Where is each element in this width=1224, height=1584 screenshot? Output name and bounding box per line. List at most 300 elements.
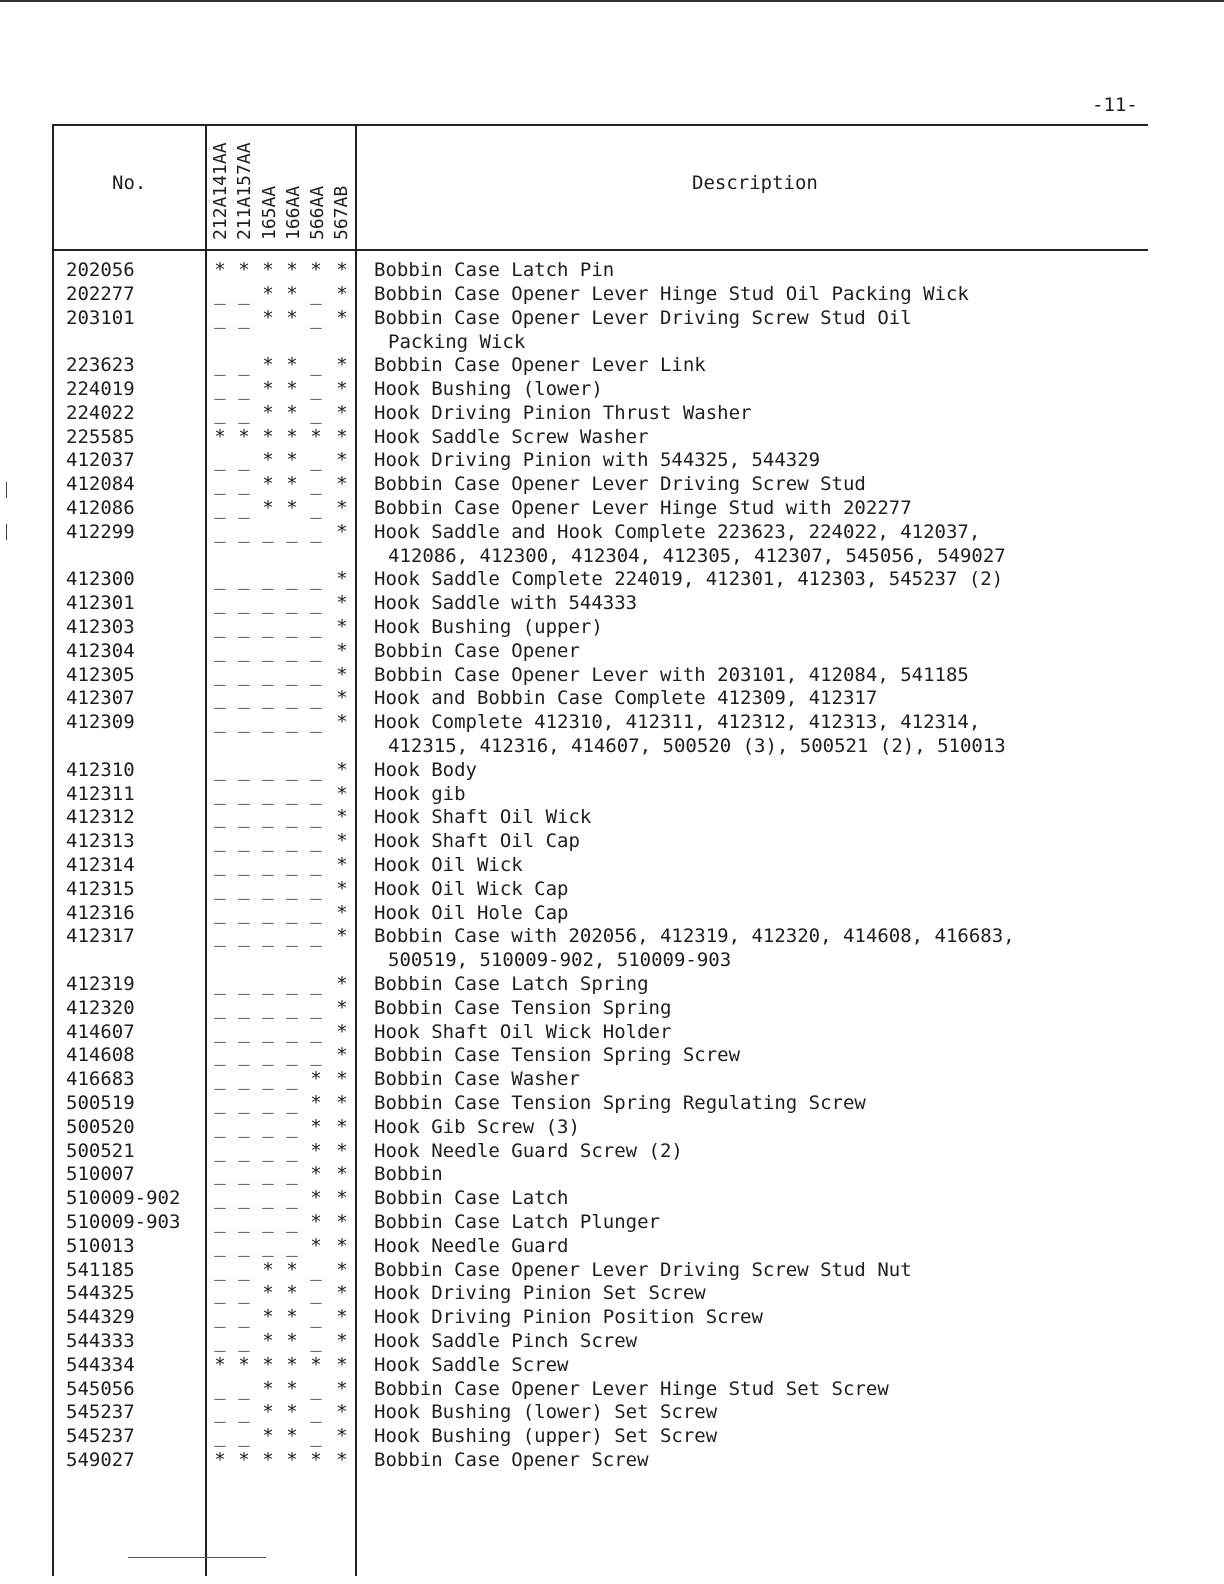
model-usage-mark: _ (238, 806, 250, 829)
description-line: Hook Saddle Complete 224019, 412301, 412303, 545237 (2) (374, 568, 1004, 591)
model-header (210, 122, 234, 240)
part-number: 412314 (66, 854, 135, 876)
model-usage-mark: _ (310, 568, 322, 591)
model-usage-mark: _ (310, 449, 322, 472)
model-usage-mark: * (286, 425, 298, 448)
table-row (0, 1305, 1224, 1329)
model-usage-mark: * (336, 806, 348, 829)
model-usage-mark: _ (310, 1282, 322, 1305)
model-usage-mark: * (214, 259, 226, 281)
description-line: Hook Shaft Oil Wick (374, 806, 592, 829)
table-row (0, 1234, 1224, 1258)
part-description (374, 1305, 763, 1329)
part-description (374, 1329, 637, 1353)
model-header-label: 566AA (307, 185, 328, 240)
model-usage-mark: _ (286, 758, 298, 781)
table-row (0, 1020, 1224, 1044)
model-usage-mark: * (262, 473, 274, 496)
model-usage-mark: * (214, 425, 226, 448)
table-row (0, 496, 1224, 520)
footer-rule (128, 1557, 266, 1558)
model-usage-mark: * (336, 1139, 348, 1162)
model-usage-mark: _ (310, 1258, 322, 1281)
table-row (0, 1091, 1224, 1115)
model-usage-mark: _ (214, 378, 226, 400)
model-usage-mark: * (286, 401, 298, 424)
model-usage-mark: * (336, 378, 348, 400)
model-usage-mark: _ (262, 1044, 274, 1067)
table-row (0, 1353, 1224, 1377)
part-number: 544333 (66, 1330, 135, 1352)
model-usage-mark: _ (214, 1020, 226, 1043)
model-usage-mark: * (286, 497, 298, 519)
part-description (374, 1091, 866, 1115)
model-usage-mark: _ (310, 996, 322, 1019)
table-row (0, 567, 1224, 591)
model-usage-mark: _ (310, 1330, 322, 1352)
table-row (0, 1162, 1224, 1186)
description-line: Bobbin Case Tension Spring Screw (374, 1044, 741, 1067)
page-number: -11- (1092, 94, 1138, 116)
part-description (374, 1424, 717, 1448)
model-usage-mark: * (214, 1449, 226, 1471)
part-description (374, 520, 1006, 568)
description-line: Bobbin Case Opener (374, 639, 580, 662)
model-usage-mark: _ (286, 616, 298, 638)
model-usage-mark: _ (214, 1187, 226, 1210)
model-usage-mark: _ (310, 639, 322, 662)
model-usage-mark: _ (262, 687, 274, 710)
description-line: Hook Oil Hole Cap (374, 901, 569, 924)
part-number: 412301 (66, 592, 135, 615)
description-line: Bobbin Case Opener Lever with 203101, 412084, 541185 (374, 663, 969, 686)
model-usage-mark: _ (214, 1377, 226, 1400)
description-continuation: 412315, 412316, 414607, 500520 (3), 500521 (2), 510013 (388, 735, 1006, 758)
model-usage-mark: * (310, 1211, 322, 1233)
model-header (234, 122, 258, 240)
model-usage-mark: _ (262, 616, 274, 638)
model-usage-mark: _ (238, 996, 250, 1019)
table-row (0, 282, 1224, 306)
model-usage-mark: * (262, 1258, 274, 1281)
model-usage-mark: _ (286, 1234, 298, 1257)
model-usage-mark: * (336, 1020, 348, 1043)
part-description (374, 639, 580, 663)
model-usage-mark: _ (238, 687, 250, 710)
model-usage-mark: _ (310, 806, 322, 829)
part-number: 412312 (66, 806, 135, 829)
part-description (374, 901, 568, 925)
model-usage-mark: _ (262, 1139, 274, 1162)
part-description (374, 1020, 671, 1044)
model-usage-mark: * (262, 1330, 274, 1352)
model-usage-mark: * (286, 1449, 298, 1471)
description-line: Hook Driving Pinion Position Screw (374, 1306, 763, 1329)
model-usage-mark: _ (262, 1163, 274, 1186)
model-usage-mark: _ (310, 1401, 322, 1424)
description-line: Bobbin Case Tension Spring Regulating Screw (374, 1092, 866, 1114)
model-usage-mark: * (336, 1449, 348, 1471)
model-usage-mark: _ (286, 925, 298, 948)
model-usage-mark: * (310, 425, 322, 448)
model-usage-mark: _ (214, 1425, 226, 1448)
model-usage-mark: _ (238, 1234, 250, 1257)
part-description (374, 591, 637, 615)
model-usage-mark: * (336, 520, 348, 543)
part-description (374, 448, 820, 472)
model-usage-mark: _ (262, 520, 274, 543)
model-usage-mark: _ (214, 1068, 226, 1091)
model-usage-mark: _ (262, 1020, 274, 1043)
table-row (0, 258, 1224, 282)
description-line: Hook Needle Guard (374, 1234, 569, 1257)
model-usage-mark: _ (214, 687, 226, 710)
column-header-no: No. (112, 172, 147, 194)
model-header-label: 567AB (331, 185, 352, 240)
description-line: Bobbin (374, 1163, 443, 1186)
part-description (374, 1234, 568, 1258)
part-number: 414608 (66, 1044, 135, 1067)
model-usage-mark: _ (214, 616, 226, 638)
model-usage-mark: _ (262, 568, 274, 591)
part-number: 224022 (66, 401, 135, 424)
model-usage-mark: _ (214, 925, 226, 948)
part-number: 203101 (66, 306, 135, 329)
model-usage-mark: _ (262, 901, 274, 924)
part-description (374, 1186, 568, 1210)
part-number: 412086 (66, 497, 135, 519)
model-usage-mark: _ (238, 901, 250, 924)
model-usage-mark: _ (286, 1163, 298, 1186)
description-continuation: Packing Wick (388, 330, 526, 353)
model-usage-mark: * (262, 378, 274, 400)
part-description (374, 829, 580, 853)
model-usage-mark: * (336, 473, 348, 496)
part-description (374, 1353, 568, 1377)
model-usage-mark: * (286, 378, 298, 400)
model-usage-mark: _ (286, 1211, 298, 1233)
description-continuation: 412086, 412300, 412304, 412305, 412307, 545056, 549027 (388, 544, 1006, 567)
part-number: 412300 (66, 568, 135, 591)
model-usage-mark: _ (262, 830, 274, 853)
model-usage-mark: _ (238, 1092, 250, 1114)
table-row (0, 663, 1224, 687)
part-description (374, 401, 752, 425)
part-description (374, 615, 603, 639)
table-row (0, 472, 1224, 496)
model-usage-mark: * (336, 663, 348, 686)
model-usage-mark: _ (262, 1115, 274, 1138)
table-row (0, 805, 1224, 829)
model-usage-mark: * (336, 1115, 348, 1138)
model-usage-mark: _ (286, 1020, 298, 1043)
model-usage-mark: _ (310, 520, 322, 543)
description-line: Hook Bushing (upper) Set Screw (374, 1425, 718, 1448)
part-description (374, 1067, 580, 1091)
model-usage-mark: * (336, 1306, 348, 1329)
model-usage-mark: * (286, 1330, 298, 1352)
part-number: 545237 (66, 1401, 135, 1424)
part-number: 500520 (66, 1115, 135, 1138)
model-usage-mark: * (336, 925, 348, 948)
part-number: 412316 (66, 901, 135, 924)
model-usage-mark: _ (310, 354, 322, 377)
description-line: Bobbin Case Opener Lever Driving Screw Stud (374, 473, 866, 496)
model-usage-mark: * (310, 1092, 322, 1114)
model-usage-mark: _ (262, 663, 274, 686)
model-usage-mark: _ (238, 1258, 250, 1281)
part-number: 544334 (66, 1353, 135, 1376)
model-usage-mark: * (238, 425, 250, 448)
model-header-label: 166AA (283, 185, 304, 240)
model-usage-mark: * (286, 306, 298, 329)
model-usage-mark: * (262, 282, 274, 305)
model-usage-mark: _ (310, 378, 322, 400)
model-usage-mark: _ (238, 1401, 250, 1424)
model-usage-mark: _ (310, 401, 322, 424)
table-row (0, 853, 1224, 877)
model-usage-mark: _ (286, 1092, 298, 1114)
model-usage-mark: _ (310, 901, 322, 924)
table-row (0, 1424, 1224, 1448)
model-usage-mark: _ (262, 1187, 274, 1210)
table-row (0, 782, 1224, 806)
model-usage-mark: _ (238, 782, 250, 805)
model-usage-mark: _ (214, 449, 226, 472)
table-row (0, 448, 1224, 472)
table-row (0, 710, 1224, 758)
model-usage-mark: * (310, 1234, 322, 1257)
model-usage-mark: * (238, 1449, 250, 1471)
description-line: Hook Needle Guard Screw (2) (374, 1139, 683, 1162)
model-usage-mark: _ (286, 639, 298, 662)
model-usage-mark: * (336, 497, 348, 519)
model-usage-mark: _ (238, 1044, 250, 1067)
table-row (0, 1067, 1224, 1091)
model-usage-mark: * (286, 449, 298, 472)
model-usage-mark: _ (286, 687, 298, 710)
model-usage-mark: _ (214, 806, 226, 829)
part-description (374, 1162, 443, 1186)
model-usage-mark: _ (238, 401, 250, 424)
model-usage-mark: * (238, 259, 250, 281)
table-row (0, 1258, 1224, 1282)
part-description (374, 282, 969, 306)
model-usage-mark: * (286, 282, 298, 305)
model-usage-mark: _ (286, 806, 298, 829)
model-usage-mark: _ (238, 973, 250, 995)
part-number: 412319 (66, 973, 135, 995)
description-line: Hook Driving Pinion Thrust Washer (374, 401, 752, 424)
description-line: Bobbin Case Opener Lever Hinge Stud Oil Packing Wick (374, 282, 969, 305)
model-usage-mark: * (336, 449, 348, 472)
model-usage-mark: _ (214, 520, 226, 543)
model-usage-mark: * (336, 592, 348, 615)
model-usage-mark: * (262, 1401, 274, 1424)
model-usage-mark: _ (310, 830, 322, 853)
model-usage-mark: * (336, 782, 348, 805)
model-usage-mark: * (336, 639, 348, 662)
model-usage-mark: _ (214, 1115, 226, 1138)
part-number: 202056 (66, 259, 135, 281)
model-usage-mark: _ (262, 877, 274, 900)
column-header-description: Description (692, 172, 818, 194)
model-usage-mark: _ (262, 925, 274, 948)
part-number: 412299 (66, 520, 135, 543)
description-line: Hook Oil Wick Cap (374, 877, 569, 900)
model-usage-mark: _ (310, 473, 322, 496)
model-usage-mark: _ (238, 758, 250, 781)
model-usage-mark: _ (238, 497, 250, 519)
table-row (0, 639, 1224, 663)
part-description (374, 877, 568, 901)
model-usage-mark: _ (238, 1306, 250, 1329)
top-edge-rule (0, 0, 1224, 2)
model-usage-mark: _ (262, 996, 274, 1019)
model-usage-mark: _ (286, 520, 298, 543)
table-row (0, 1400, 1224, 1424)
model-usage-mark: _ (238, 877, 250, 900)
table-row (0, 1448, 1224, 1472)
table-row (0, 686, 1224, 710)
model-usage-mark: * (286, 1258, 298, 1281)
model-usage-mark: _ (310, 306, 322, 329)
part-number: 412305 (66, 663, 135, 686)
model-usage-mark: * (336, 1401, 348, 1424)
table-row (0, 306, 1224, 353)
model-usage-mark: * (262, 1377, 274, 1400)
model-usage-mark: * (336, 996, 348, 1019)
model-usage-mark: _ (262, 711, 274, 734)
model-usage-mark: * (336, 1353, 348, 1376)
part-number: 412310 (66, 758, 135, 781)
model-usage-mark: _ (238, 282, 250, 305)
description-line: Bobbin Case Opener Lever Hinge Stud with 202277 (374, 497, 912, 519)
model-usage-mark: _ (214, 663, 226, 686)
model-usage-mark: _ (310, 1377, 322, 1400)
model-usage-mark: _ (286, 830, 298, 853)
model-usage-mark: _ (238, 568, 250, 591)
model-usage-mark: * (262, 259, 274, 281)
part-number: 510013 (66, 1234, 135, 1257)
description-line: Bobbin Case Washer (374, 1068, 580, 1091)
description-line: Bobbin Case Opener Screw (374, 1449, 649, 1471)
part-description (374, 1400, 717, 1424)
model-usage-mark: _ (238, 1330, 250, 1352)
model-usage-mark: _ (214, 758, 226, 781)
model-usage-mark: * (336, 568, 348, 591)
part-description (374, 1448, 649, 1472)
model-usage-mark: _ (262, 1211, 274, 1233)
description-line: Hook Shaft Oil Wick Holder (374, 1020, 672, 1043)
model-usage-mark: _ (286, 568, 298, 591)
model-usage-mark: _ (310, 782, 322, 805)
model-usage-mark: _ (238, 663, 250, 686)
model-usage-mark: * (336, 830, 348, 853)
table-row (0, 1377, 1224, 1401)
model-usage-mark: _ (310, 1425, 322, 1448)
model-usage-mark: _ (310, 663, 322, 686)
model-usage-mark: * (336, 877, 348, 900)
model-usage-mark: * (286, 1401, 298, 1424)
model-usage-mark: _ (214, 1139, 226, 1162)
part-number: 544329 (66, 1306, 135, 1329)
description-line: Hook Complete 412310, 412311, 412312, 412313, 412314, (374, 711, 981, 734)
model-usage-mark: * (336, 1258, 348, 1281)
model-usage-mark: _ (238, 616, 250, 638)
part-description (374, 377, 603, 401)
model-usage-mark: _ (310, 877, 322, 900)
model-usage-mark: * (336, 1282, 348, 1305)
model-usage-mark: _ (286, 711, 298, 734)
part-number: 541185 (66, 1258, 135, 1281)
model-usage-mark: _ (286, 1187, 298, 1210)
model-usage-mark: _ (214, 1330, 226, 1352)
model-usage-mark: _ (310, 592, 322, 615)
model-usage-mark: _ (238, 1020, 250, 1043)
description-line: Bobbin Case Latch Spring (374, 973, 649, 995)
model-usage-mark: * (336, 616, 348, 638)
model-header-label: 165AA (259, 185, 280, 240)
part-number: 412315 (66, 877, 135, 900)
model-usage-mark: * (286, 259, 298, 281)
description-line: Hook Bushing (lower) (374, 378, 603, 400)
model-usage-mark: _ (214, 473, 226, 496)
part-number: 500521 (66, 1139, 135, 1162)
table-row (0, 972, 1224, 996)
part-description (374, 567, 1003, 591)
model-usage-mark: _ (286, 663, 298, 686)
model-usage-mark: _ (286, 877, 298, 900)
model-usage-mark: * (262, 1425, 274, 1448)
part-description (374, 924, 1015, 972)
model-usage-mark: _ (238, 639, 250, 662)
table-row (0, 901, 1224, 925)
model-usage-mark: _ (286, 1068, 298, 1091)
model-usage-mark: * (336, 901, 348, 924)
table-row (0, 1210, 1224, 1234)
model-usage-mark: _ (310, 973, 322, 995)
model-usage-mark: * (336, 306, 348, 329)
model-usage-mark: * (336, 1068, 348, 1091)
model-usage-mark: * (336, 711, 348, 734)
part-description (374, 1377, 889, 1401)
model-usage-mark: _ (214, 830, 226, 853)
model-usage-mark: _ (286, 1044, 298, 1067)
description-line: Hook Bushing (upper) (374, 616, 603, 638)
model-usage-mark: * (262, 1449, 274, 1471)
model-usage-mark: _ (214, 901, 226, 924)
model-usage-mark: _ (310, 687, 322, 710)
model-usage-mark: * (336, 1330, 348, 1352)
model-usage-mark: * (286, 1353, 298, 1376)
model-usage-mark: _ (238, 1282, 250, 1305)
model-usage-mark: _ (238, 925, 250, 948)
table-row (0, 615, 1224, 639)
model-usage-mark: * (336, 1234, 348, 1257)
model-usage-mark: _ (214, 1401, 226, 1424)
model-usage-mark: _ (214, 568, 226, 591)
part-description (374, 710, 1006, 758)
model-usage-mark: * (262, 449, 274, 472)
model-usage-mark: _ (214, 1258, 226, 1281)
model-usage-mark: _ (262, 758, 274, 781)
model-usage-mark: _ (286, 1139, 298, 1162)
model-usage-mark: _ (262, 973, 274, 995)
part-number: 544325 (66, 1282, 135, 1305)
description-line: Hook Body (374, 758, 477, 781)
part-description (374, 258, 614, 282)
